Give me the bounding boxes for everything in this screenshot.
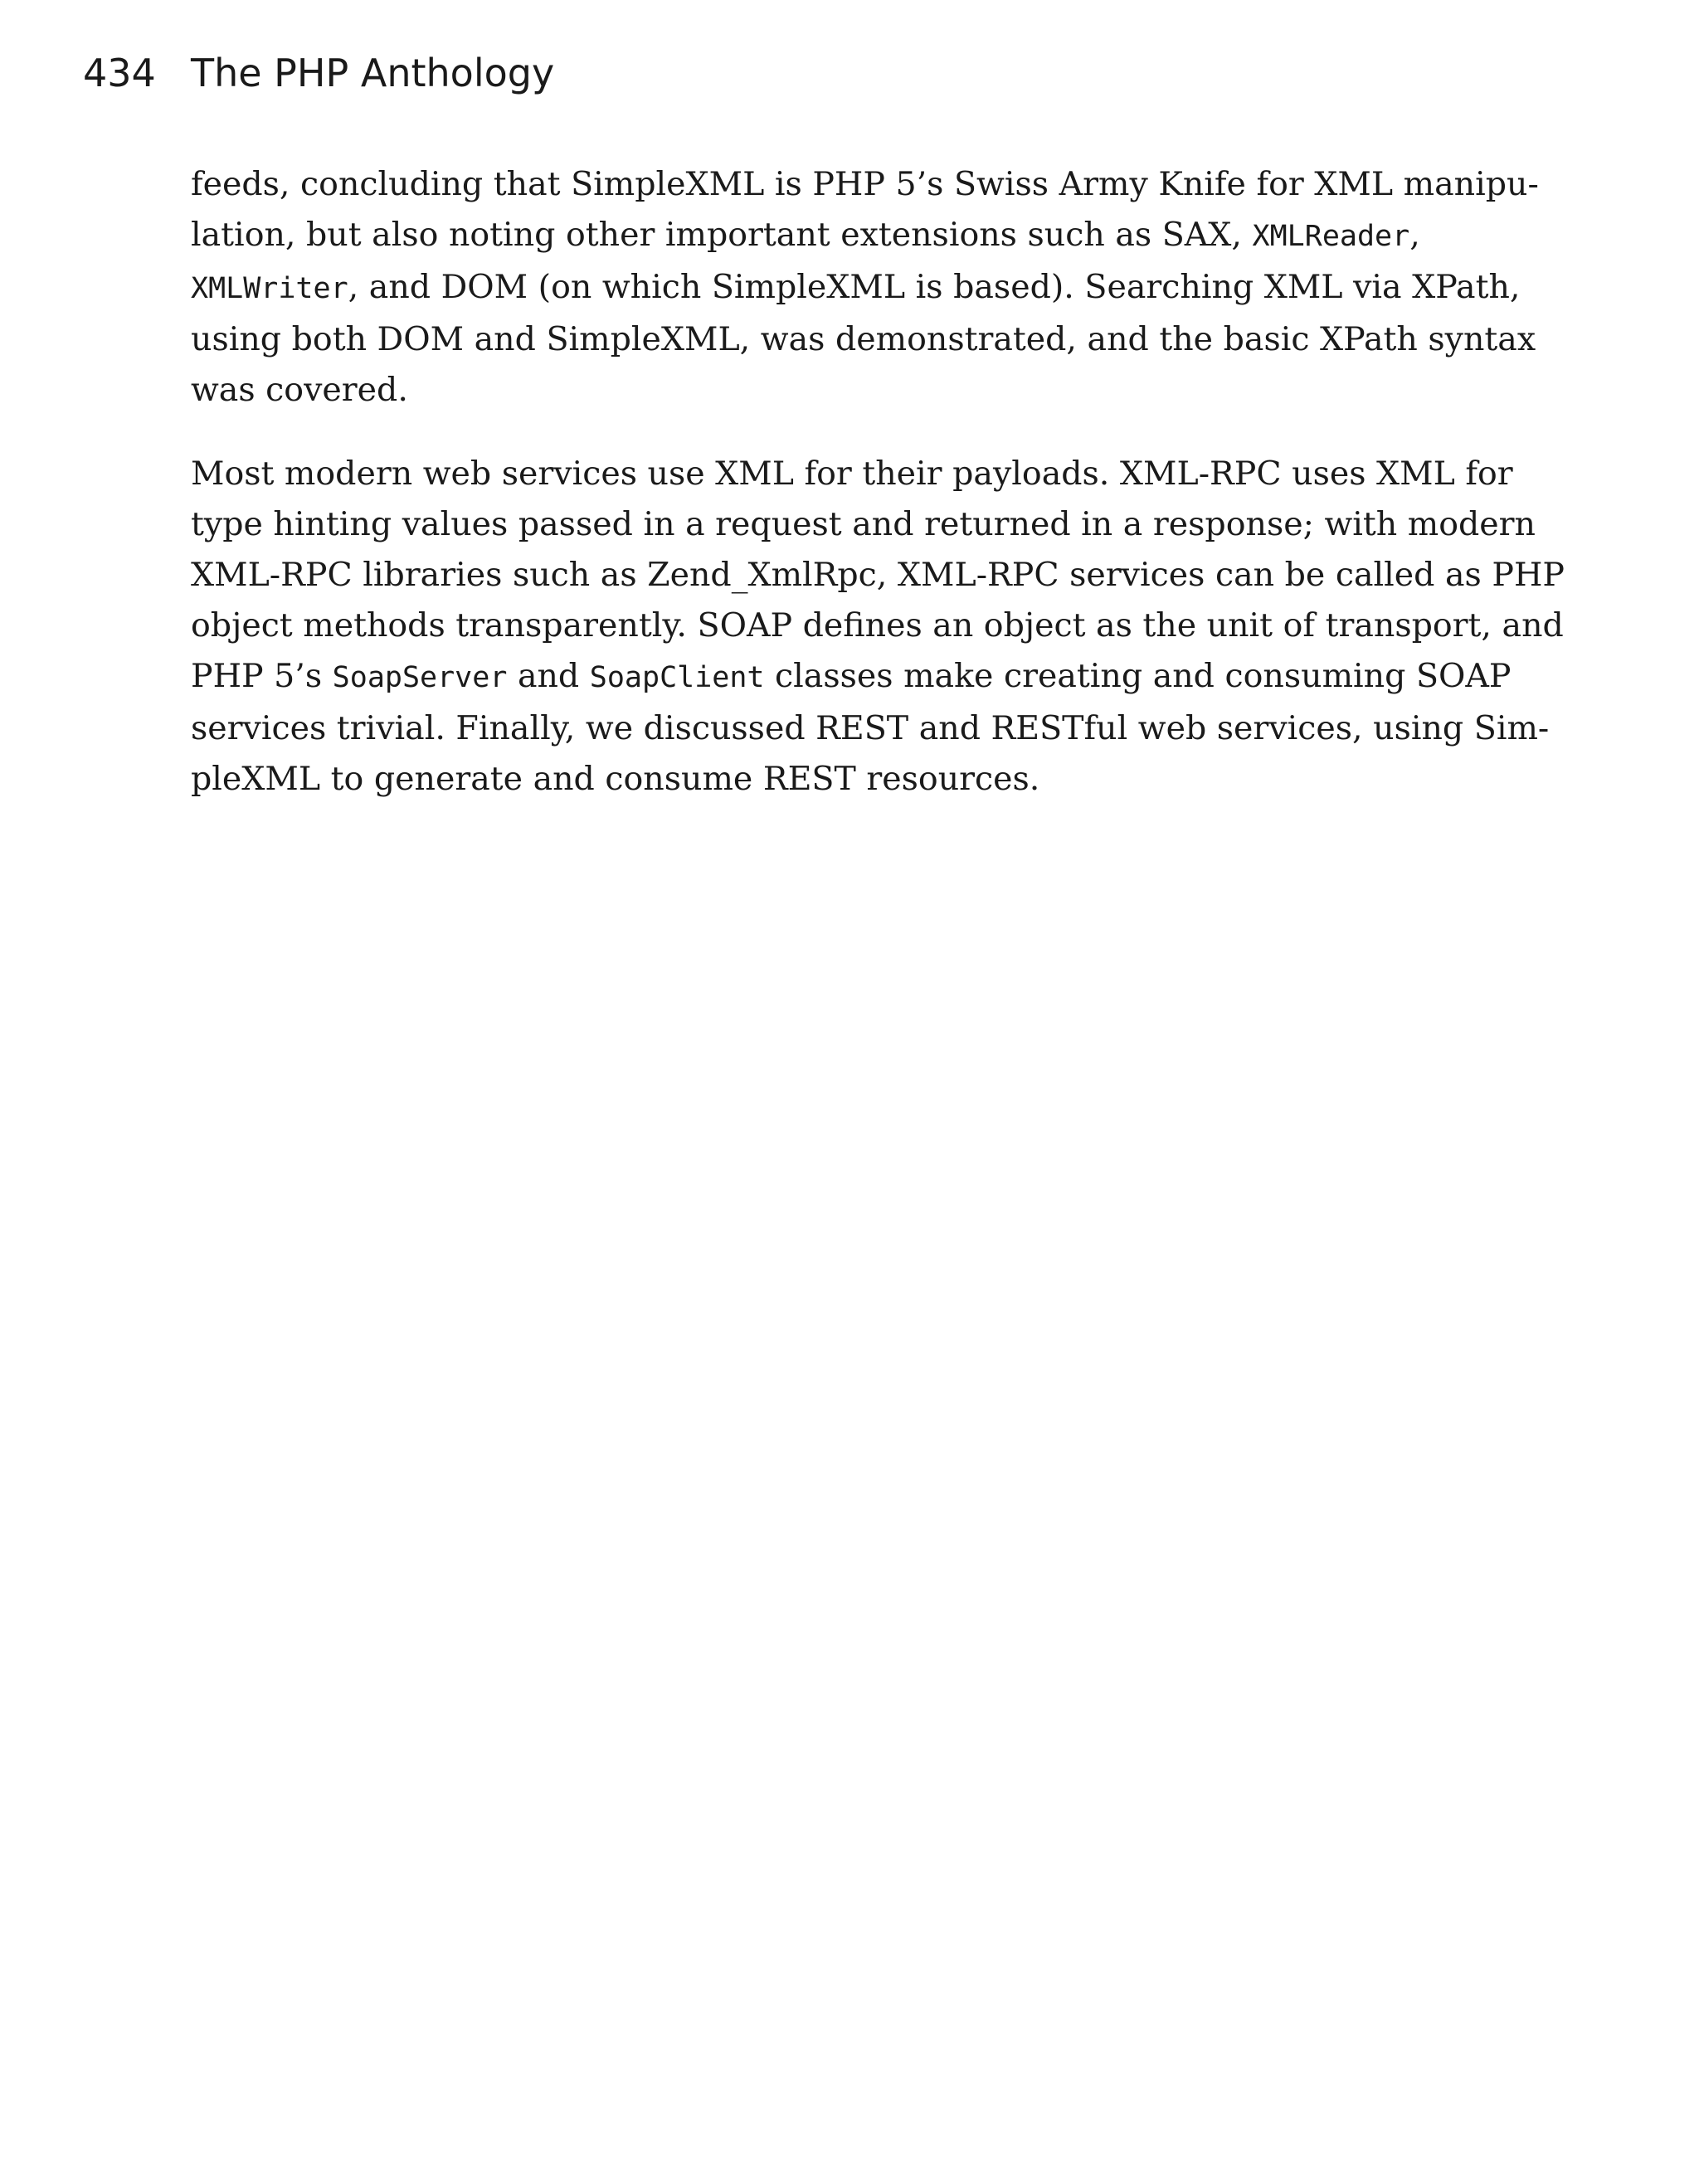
text-line: [191, 365, 1475, 416]
text-run: , and DOM (on which SimpleXML is based). Searching XML via XPath,: [348, 268, 1521, 306]
text-line: [191, 262, 1521, 314]
text-line: [191, 449, 1513, 499]
text-run: services trivial. Finally, we discussed REST and RESTful web services, using Sim-: [191, 709, 1550, 747]
paragraph: [191, 449, 1565, 805]
text-run: and: [507, 657, 590, 695]
body-text: [191, 159, 1565, 805]
text-run: pleXML to generate and consume REST resources.: [191, 760, 1040, 798]
text-line: [191, 703, 1550, 754]
text-run: feeds, concluding that SimpleXML is PHP 5’s Swiss Army Knife for XML manipu-: [191, 165, 1539, 203]
book-title: The PHP Anthology: [191, 51, 555, 95]
text-run: XML-RPC libraries such as Zend_XmlRpc, XML-RPC services can be called as PHP: [191, 556, 1565, 594]
inline-code: SoapClient: [589, 661, 765, 694]
text-run: classes make creating and consuming SOAP: [764, 657, 1512, 695]
text-line: [191, 550, 1565, 601]
inline-code: SoapServer: [332, 661, 508, 694]
text-line: [191, 210, 1475, 262]
text-run: using both DOM and SimpleXML, was demonstrated, and the basic XPath syntax: [191, 320, 1536, 358]
page-number: 434: [83, 51, 156, 95]
text-line: [191, 754, 1475, 805]
inline-code: XMLWriter: [191, 272, 348, 305]
text-line: [191, 159, 1539, 210]
paragraph: [191, 159, 1539, 416]
text-run: PHP 5’s: [191, 657, 333, 695]
text-run: was covered.: [191, 371, 408, 409]
text-run: lation, but also noting other important extensions such as SAX,: [191, 216, 1253, 254]
text-line: [191, 314, 1536, 365]
text-run: ,: [1409, 216, 1420, 254]
text-line: [191, 651, 1512, 703]
text-run: Most modern web services use XML for their payloads. XML-RPC uses XML for: [191, 455, 1513, 493]
text-run: object methods transparently. SOAP defines an object as the unit of transport, and: [191, 606, 1564, 644]
text-run: type hinting values passed in a request and returned in a response; with modern: [191, 505, 1536, 543]
text-line: [191, 601, 1564, 651]
inline-code: XMLReader: [1252, 220, 1410, 253]
running-header: [83, 48, 554, 98]
text-line: [191, 499, 1536, 550]
